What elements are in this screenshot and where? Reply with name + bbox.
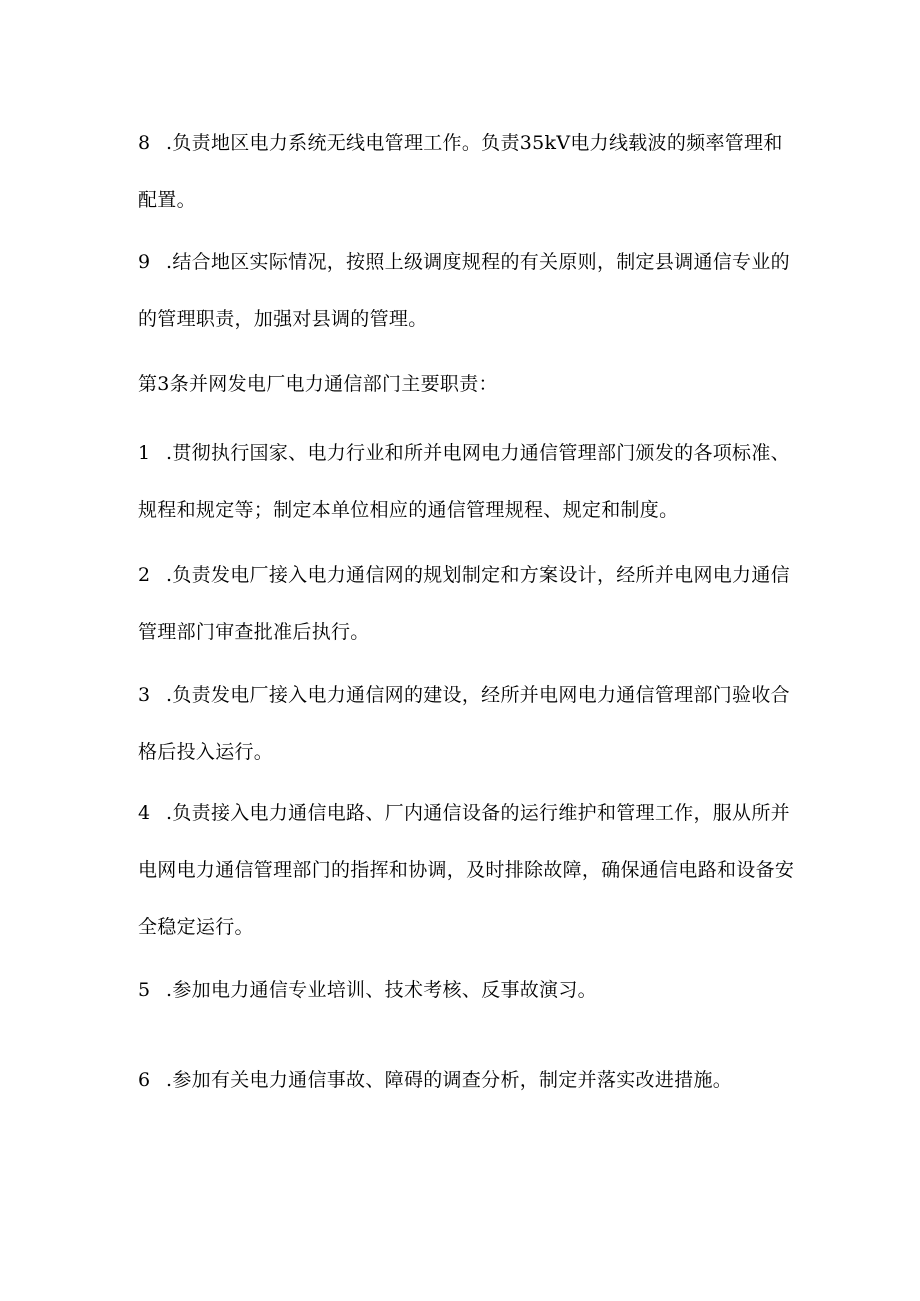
paragraph-item-2 <box>138 547 798 661</box>
paragraph-text: .负责地区电力系统无线电管理工作。负责35kV电力线载波的频率管理和配置。 <box>138 132 783 211</box>
item-number: 5 <box>138 979 151 1001</box>
paragraph-item-9 <box>138 234 798 348</box>
paragraph-text: .负责发电厂接入电力通信网的建设，经所并电网电力通信管理部门验收合格后投入运行。 <box>138 684 790 763</box>
paragraph-text: .参加电力通信专业培训、技术考核、反事故演习。 <box>166 979 597 1001</box>
paragraph-item-4 <box>138 785 798 956</box>
paragraph-text: .负责接入电力通信电路、厂内通信设备的运行维护和管理工作，服从所并电网电力通信管理部门的指挥和协调，及时排除故障，确保通信电路和设备安全稳定运行。 <box>138 802 795 938</box>
paragraph-text: .参加有关电力通信事故、障碍的调查分析，制定并落实改进措施。 <box>166 1069 733 1091</box>
section-heading <box>138 356 798 413</box>
paragraph-item-6 <box>138 1052 798 1109</box>
paragraph-item-1 <box>138 425 798 539</box>
item-number: 3 <box>138 684 151 706</box>
item-number: 2 <box>138 564 151 586</box>
item-number: 4 <box>138 802 151 824</box>
item-number: 8 <box>138 132 151 154</box>
item-number: 9 <box>138 251 151 273</box>
section-heading-text: 第3条并网发电厂电力通信部门主要职责： <box>138 373 498 395</box>
item-number: 1 <box>138 442 151 464</box>
paragraph-item-5 <box>138 962 798 1019</box>
paragraph-item-8 <box>138 115 798 229</box>
paragraph-text: .贯彻执行国家、电力行业和所并电网电力通信管理部门颁发的各项标准、规程和规定等；制定本单位相应的通信管理规程、规定和制度。 <box>138 442 790 521</box>
paragraph-text: .负责发电厂接入电力通信网的规划制定和方案设计，经所并电网电力通信管理部门审查批准后执行。 <box>138 564 790 643</box>
item-number: 6 <box>138 1069 151 1091</box>
paragraph-text: .结合地区实际情况，按照上级调度规程的有关原则，制定县调通信专业的的管理职责，加强对县调的管理。 <box>138 251 790 330</box>
paragraph-item-3 <box>138 667 798 781</box>
